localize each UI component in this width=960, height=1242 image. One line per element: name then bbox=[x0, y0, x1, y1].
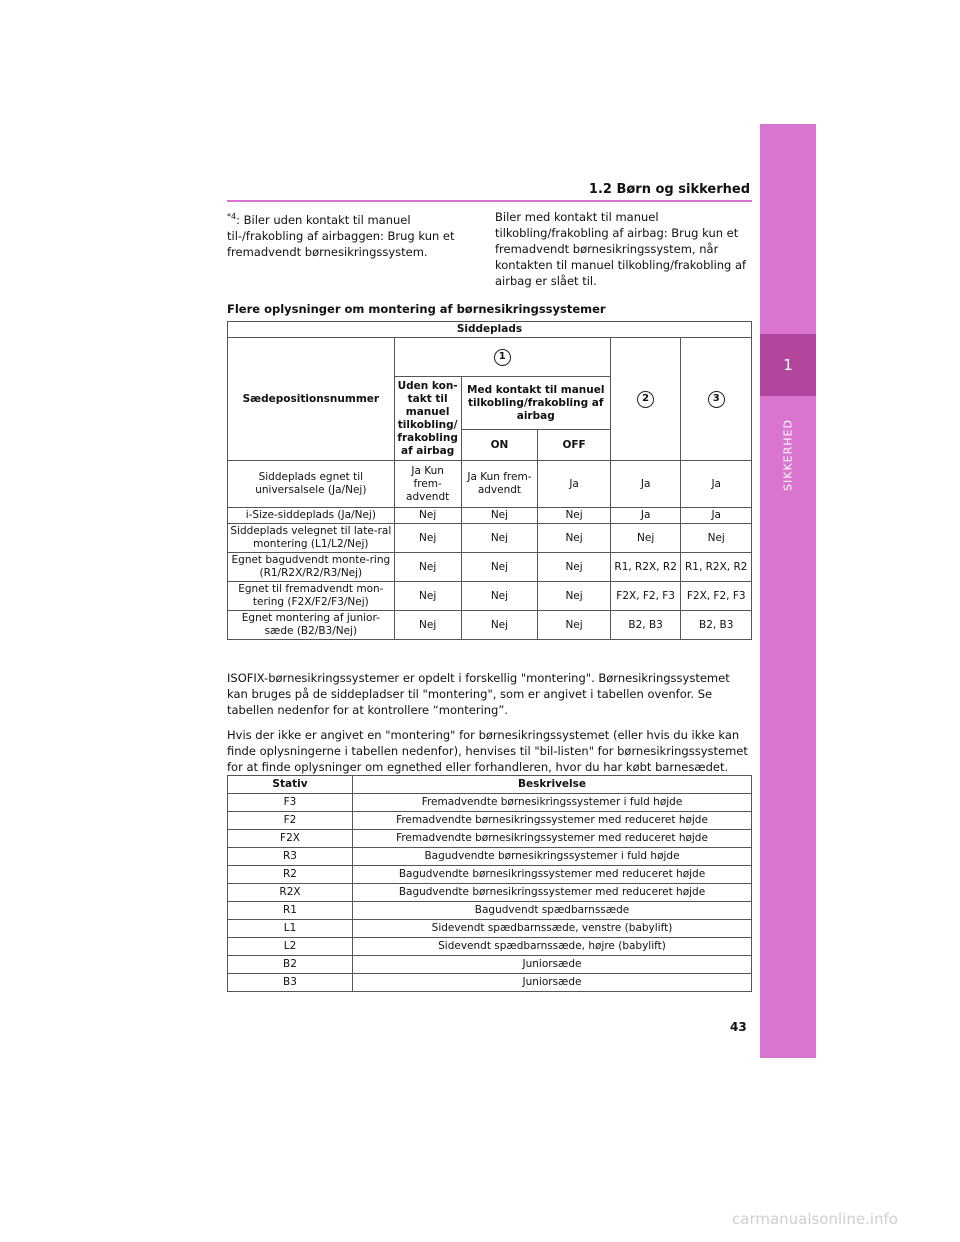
cell-position-3: F2X, F2, F3 bbox=[681, 582, 752, 611]
cell-off: Nej bbox=[538, 508, 611, 524]
stativ-table bbox=[227, 775, 752, 992]
stativ-table-row bbox=[228, 920, 752, 938]
cell-position-3: B2, B3 bbox=[681, 611, 752, 640]
cell-on: Nej bbox=[461, 582, 538, 611]
beskrivelse-cell: Fremadvendte børnesikringssystemer med reduceret højde bbox=[353, 830, 752, 848]
footnote-marker: *4 bbox=[227, 212, 237, 221]
intro-left-text: : Biler uden kontakt til manuel til-/frakobling af airbaggen: Brug kun et fremadvendt børnesikringssystem. bbox=[227, 212, 455, 259]
cell-position-2: Ja bbox=[610, 508, 681, 524]
stativ-header: Stativ bbox=[228, 776, 353, 794]
cell-uden-kontakt: Nej bbox=[394, 611, 461, 640]
stativ-table-row bbox=[228, 902, 752, 920]
stativ-table-row bbox=[228, 848, 752, 866]
seat-table-row bbox=[228, 524, 752, 553]
cell-on: Ja Kun frem-advendt bbox=[461, 461, 538, 508]
cell-position-2: F2X, F2, F3 bbox=[610, 582, 681, 611]
cell-uden-kontakt: Nej bbox=[394, 524, 461, 553]
beskrivelse-header: Beskrivelse bbox=[353, 776, 752, 794]
row-label: Egnet montering af junior-sæde (B2/B3/Nej) bbox=[228, 611, 395, 640]
stativ-cell: R1 bbox=[228, 902, 353, 920]
stativ-cell: F2X bbox=[228, 830, 353, 848]
stativ-cell: B2 bbox=[228, 956, 353, 974]
seat-table-row bbox=[228, 461, 752, 508]
cell-on: Nej bbox=[461, 553, 538, 582]
stativ-table-row bbox=[228, 974, 752, 992]
intro-right-column: Biler med kontakt til manuel tilkobling/frakobling af airbag: Brug kun et fremadvendt børnesikringssystem, når kontakten til manuel tilkobling/frakobling af airbag er slået til. bbox=[495, 210, 747, 288]
beskrivelse-cell: Juniorsæde bbox=[353, 974, 752, 992]
cell-position-2: R1, R2X, R2 bbox=[610, 553, 681, 582]
cell-on: Nej bbox=[461, 524, 538, 553]
beskrivelse-cell: Fremadvendte børnesikringssystemer i fuld højde bbox=[353, 794, 752, 812]
position-1-circle: 1 bbox=[494, 349, 511, 366]
header-divider bbox=[227, 200, 752, 202]
seat-table-row bbox=[228, 611, 752, 640]
section-heading: Flere oplysninger om montering af børnesikringssystemer bbox=[227, 302, 606, 316]
cell-position-2: Ja bbox=[610, 461, 681, 508]
cell-position-3: R1, R2X, R2 bbox=[681, 553, 752, 582]
beskrivelse-cell: Sidevendt spædbarnssæde, højre (babylift) bbox=[353, 938, 752, 956]
chapter-number: 1 bbox=[760, 334, 816, 396]
seat-table-row bbox=[228, 582, 752, 611]
beskrivelse-cell: Bagudvendt spædbarnssæde bbox=[353, 902, 752, 920]
page-number: 43 bbox=[730, 1020, 747, 1034]
cell-off: Ja bbox=[538, 461, 611, 508]
stativ-table-row bbox=[228, 884, 752, 902]
isofix-paragraph: ISOFIX-børnesikringssystemer er opdelt i forskellig "montering". Børnesikringssystemet kan bruges på de siddepladser til "montering", som er angivet i tabellen ovenfor. Se tabellen nedenfor for at kontrollere “montering”. bbox=[227, 671, 730, 717]
row-label: Siddeplads velegnet til late-ral montering (L1/L2/Nej) bbox=[228, 524, 395, 553]
beskrivelse-cell: Fremadvendte børnesikringssystemer med reduceret højde bbox=[353, 812, 752, 830]
cell-on: Nej bbox=[461, 508, 538, 524]
siddeplads-header: Siddeplads bbox=[228, 322, 752, 338]
cell-position-2: Nej bbox=[610, 524, 681, 553]
position-3-header bbox=[681, 338, 752, 461]
chapter-label: SIKKERHED bbox=[781, 419, 795, 491]
stativ-table-row bbox=[228, 956, 752, 974]
seat-number-header: Sædepositionsnummer bbox=[228, 338, 395, 461]
cell-off: Nej bbox=[538, 553, 611, 582]
section-header-title: 1.2 Børn og sikkerhed bbox=[588, 182, 750, 197]
cell-position-2: B2, B3 bbox=[610, 611, 681, 640]
cell-off: Nej bbox=[538, 582, 611, 611]
row-label: Egnet til fremadvendt mon-tering (F2X/F2/F3/Nej) bbox=[228, 582, 395, 611]
without-switch-header: Uden kon-takt til manuel tilkobling/ frakobling af airbag bbox=[394, 377, 461, 461]
position-3-circle: 3 bbox=[708, 391, 725, 408]
cell-position-3: Nej bbox=[681, 524, 752, 553]
cell-uden-kontakt: Ja Kun frem-advendt bbox=[394, 461, 461, 508]
cell-off: Nej bbox=[538, 611, 611, 640]
beskrivelse-cell: Bagudvendte børnesikringssystemer med reduceret højde bbox=[353, 884, 752, 902]
intro-left-column bbox=[227, 209, 477, 260]
stativ-cell: F3 bbox=[228, 794, 353, 812]
position-2-header bbox=[610, 338, 681, 461]
cell-uden-kontakt: Nej bbox=[394, 508, 461, 524]
row-label: Siddeplads egnet til universalsele (Ja/Nej) bbox=[228, 461, 395, 508]
on-header: ON bbox=[461, 430, 538, 461]
cell-uden-kontakt: Nej bbox=[394, 553, 461, 582]
stativ-table-row bbox=[228, 794, 752, 812]
watermark: carmanualsonline.info bbox=[732, 1210, 898, 1228]
stativ-cell: L1 bbox=[228, 920, 353, 938]
beskrivelse-cell: Sidevendt spædbarnssæde, venstre (babylift) bbox=[353, 920, 752, 938]
seat-position-table bbox=[227, 321, 752, 640]
cell-off: Nej bbox=[538, 524, 611, 553]
cell-position-3: Ja bbox=[681, 461, 752, 508]
stativ-table-row bbox=[228, 830, 752, 848]
stativ-cell: F2 bbox=[228, 812, 353, 830]
cell-position-3: Ja bbox=[681, 508, 752, 524]
off-header: OFF bbox=[538, 430, 611, 461]
position-1-header bbox=[394, 338, 610, 377]
stativ-table-row bbox=[228, 866, 752, 884]
stativ-cell: R2X bbox=[228, 884, 353, 902]
cell-on: Nej bbox=[461, 611, 538, 640]
with-switch-header: Med kontakt til manuel tilkobling/frakobling af airbag bbox=[461, 377, 610, 430]
reference-paragraph: Hvis der ikke er angivet en "montering" for børnesikringssystemet (eller hvis du ikke kan finde oplysningerne i tabellen nedenfor), henvises til "bil-listen" for børnesikringssystemet for at finde oplysninger om egnethed eller forhandleren, hvor du har købt barnesædet. bbox=[227, 728, 748, 774]
beskrivelse-cell: Juniorsæde bbox=[353, 956, 752, 974]
beskrivelse-cell: Bagudvendte børnesikringssystemer i fuld højde bbox=[353, 848, 752, 866]
stativ-cell: R2 bbox=[228, 866, 353, 884]
row-label: i-Size-siddeplads (Ja/Nej) bbox=[228, 508, 395, 524]
row-label: Egnet bagudvendt monte-ring (R1/R2X/R2/R3/Nej) bbox=[228, 553, 395, 582]
stativ-cell: R3 bbox=[228, 848, 353, 866]
seat-table-row bbox=[228, 508, 752, 524]
beskrivelse-cell: Bagudvendte børnesikringssystemer med reduceret højde bbox=[353, 866, 752, 884]
stativ-cell: B3 bbox=[228, 974, 353, 992]
stativ-cell: L2 bbox=[228, 938, 353, 956]
stativ-table-row bbox=[228, 938, 752, 956]
position-2-circle: 2 bbox=[637, 391, 654, 408]
chapter-side-tab bbox=[760, 124, 816, 1058]
stativ-table-row bbox=[228, 812, 752, 830]
seat-table-row bbox=[228, 553, 752, 582]
cell-uden-kontakt: Nej bbox=[394, 582, 461, 611]
